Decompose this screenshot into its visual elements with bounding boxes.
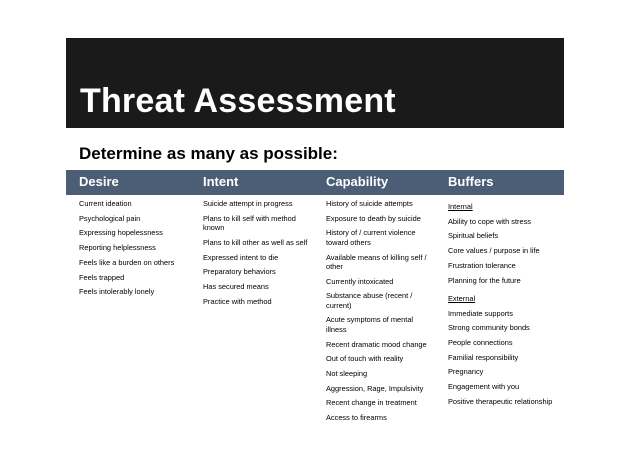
list-item: Expressing hopelessness — [79, 228, 163, 238]
list-item: Exposure to death by suicide — [326, 213, 421, 223]
list-item: Recent change in treatment — [326, 398, 417, 408]
list-item: Out of touch with reality — [326, 354, 404, 364]
list-item: Aggression, Rage, Impulsivity — [326, 383, 424, 393]
page-title: Threat Assessment — [80, 82, 396, 120]
list-item: Positive therapeutic relationship — [448, 396, 553, 406]
list-item: Spiritual beliefs — [448, 231, 499, 241]
desire-column — [79, 199, 191, 297]
list-item: Feels like a burden on others — [79, 257, 175, 267]
list-item: Preparatory behaviors — [203, 267, 276, 277]
list-item: Familial responsibility — [448, 352, 519, 362]
list-item: History of suicide attempts — [326, 199, 413, 208]
list-item: Frustration tolerance — [448, 260, 516, 270]
list-item: Feels intolerably lonely — [79, 287, 155, 297]
list-item: Strong community bonds — [448, 323, 530, 333]
list-item: Access to firearms — [326, 413, 387, 423]
list-item: Feels trapped — [79, 272, 125, 282]
buffers-external-label: External — [448, 293, 476, 303]
list-item: Psychological pain — [79, 213, 141, 223]
list-item: People connections — [448, 338, 513, 348]
list-item: Available means of killing self / other — [326, 252, 427, 271]
column-header-desire: Desire — [79, 174, 119, 189]
subtitle: Determine as many as possible: — [79, 144, 338, 163]
list-item: Acute symptoms of mental illness — [326, 315, 414, 334]
list-item: History of / current violence toward others — [326, 228, 416, 247]
buffers-internal-label: Internal — [448, 202, 473, 211]
list-item: Immediate supports — [448, 308, 513, 318]
capability-column — [326, 199, 432, 422]
list-item: Reporting helplessness — [79, 243, 156, 253]
list-item: Engagement with you — [448, 382, 520, 392]
list-item: Suicide attempt in progress — [203, 199, 293, 208]
list-item: Recent dramatic mood change — [326, 339, 427, 349]
list-item: Pregnancy — [448, 367, 484, 377]
list-item: Plans to kill other as well as self — [203, 237, 308, 247]
column-header-buffers: Buffers — [448, 174, 494, 189]
column-header-intent: Intent — [203, 174, 239, 189]
list-item: Has secured means — [203, 281, 269, 291]
buffers-column — [448, 202, 566, 406]
intent-column — [203, 199, 317, 306]
list-item: Plans to kill self with method known — [203, 213, 296, 233]
column-header-capability: Capability — [326, 174, 389, 189]
list-item: Substance abuse (recent / current) — [326, 291, 413, 310]
list-item: Not sleeping — [326, 368, 368, 378]
list-item: Current ideation — [79, 199, 132, 208]
list-item: Core values / purpose in life — [448, 246, 540, 256]
list-item: Practice with method — [203, 296, 272, 306]
list-item: Currently intoxicated — [326, 276, 394, 286]
list-item: Ability to cope with stress — [448, 216, 531, 226]
list-item: Expressed intent to die — [203, 252, 279, 262]
list-item: Planning for the future — [448, 275, 521, 285]
